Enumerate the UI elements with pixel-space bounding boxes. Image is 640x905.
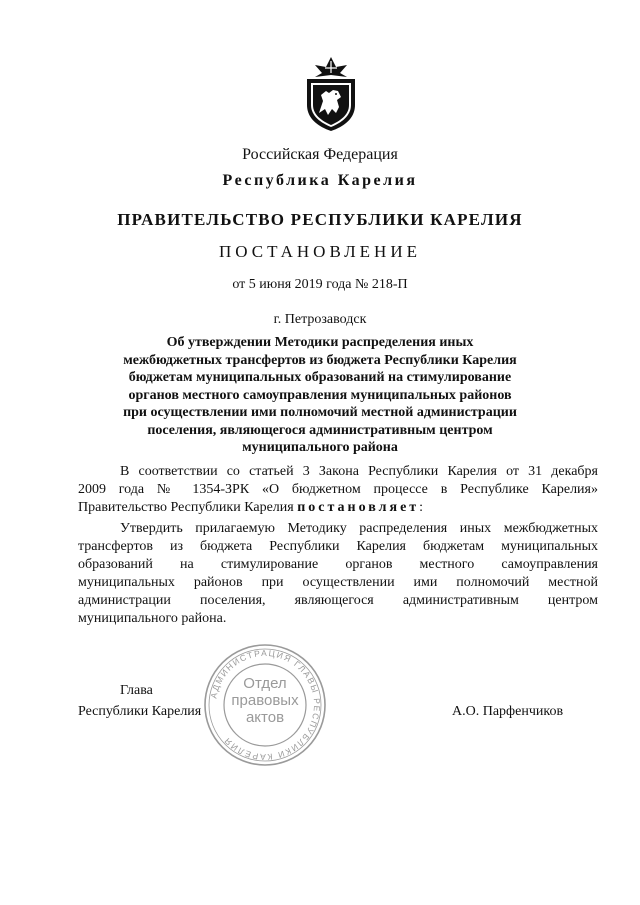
resolution-paragraph <box>78 520 598 628</box>
signatory-title: Глава <box>120 683 153 698</box>
subject-line: Об утверждении Методики распределения иных <box>166 335 474 350</box>
document-type: ПОСТАНОВЛЕНИЕ <box>218 242 421 261</box>
paragraph-line: 2009 года № 1354-ЗРК «О бюджетном процессе в Республике Карелия» <box>78 482 598 497</box>
resolves-word: постановляет <box>297 500 420 515</box>
subject-line: поселения, являющегося административным центром <box>147 422 493 438</box>
official-stamp <box>202 642 328 768</box>
paragraph-line: муниципальных районов при осуществлении ими полномочий местной <box>78 575 598 590</box>
paragraph-line <box>78 499 598 517</box>
stamp-text: актов <box>245 709 285 726</box>
document-subject <box>120 334 520 457</box>
subject-line: межбюджетных трансфертов из бюджета Республики Карелия <box>123 352 517 368</box>
government-title: ПРАВИТЕЛЬСТВО РЕСПУБЛИКИ КАРЕЛИЯ <box>117 210 523 229</box>
subject-line: при осуществлении ими полномочий местной администрации <box>123 405 517 420</box>
paragraph-line: Утвердить прилагаемую Методику распределения иных межбюджетных <box>120 521 598 536</box>
line-punct: : <box>419 500 424 515</box>
preamble-paragraph <box>78 463 598 517</box>
subject-line: бюджетам муниципальных образований на стимулирование <box>128 370 512 385</box>
stamp-text: правовых <box>231 692 299 709</box>
paragraph-line: В соответствии со статьей 3 Закона Республики Карелия от 31 декабря <box>120 464 598 479</box>
signatory-position: Республики Карелия <box>78 704 202 719</box>
paragraph-line: трансфертов из бюджета Республики Карелия бюджетам муниципальных <box>78 539 598 554</box>
stamp-ring-text: АДМИНИСТРАЦИЯ ГЛАВЫ РЕСПУБЛИКИ КАРЕЛИЯ <box>208 647 323 763</box>
city: г. Петрозаводск <box>273 312 367 327</box>
document-date-number: от 5 июня 2019 года № 218-П <box>232 277 408 292</box>
signatory-name: А.О. Парфенчиков <box>452 704 564 719</box>
paragraph-line: муниципального района. <box>78 611 227 626</box>
country-name: Российская Федерация <box>242 146 398 163</box>
coat-of-arms-icon <box>301 55 361 133</box>
subject-line: муниципального района <box>242 440 398 455</box>
subject-line: органов местного самоуправления муниципальных районов <box>128 387 512 403</box>
republic-name: Республика Карелия <box>222 172 418 189</box>
line-text: Правительство Республики Карелия <box>78 500 298 515</box>
paragraph-line: администрации поселения, являющегося административным центром <box>78 593 598 608</box>
stamp-text: Отдел <box>243 675 287 692</box>
paragraph-line: образований на стимулирование органов местного самоуправления <box>78 557 598 572</box>
